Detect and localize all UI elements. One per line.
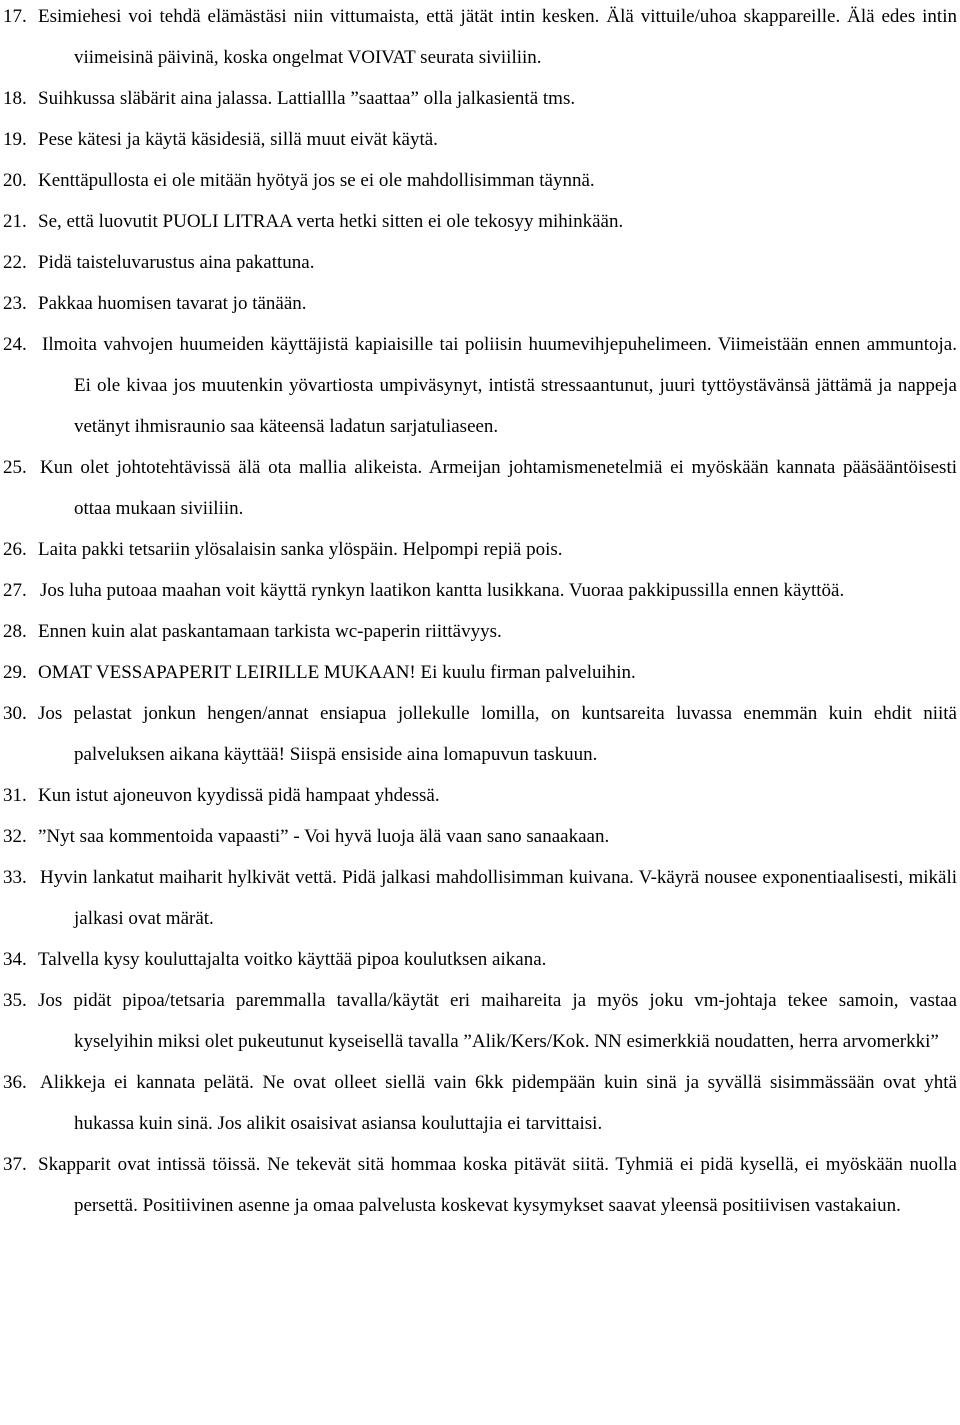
list-item bbox=[3, 611, 957, 652]
list-item bbox=[3, 324, 957, 447]
item-number: 26. bbox=[3, 539, 27, 560]
list-item bbox=[3, 939, 957, 980]
list-item bbox=[3, 980, 957, 1062]
item-text: Alikkeja ei kannata pelätä. Ne ovat olleet siellä vain 6kk pidempään kuin sinä ja syvällä sisimmässään ovat yhtä hukassa kuin sinä. Jos alikit osaisivat asiansa kouluttajia ei tarvittaisi. bbox=[40, 1072, 957, 1134]
item-number: 35. bbox=[3, 990, 27, 1011]
list-item bbox=[3, 693, 957, 775]
item-text: Jos pidät pipoa/tetsaria paremmalla tavalla/käytät eri maihareita ja myös joku vm-johtaja tekee samoin, vastaa kyselyihin miksi olet pukeutunut kyseisellä tavalla ”Alik/Kers/Kok. NN esimerkkiä noudatten, herra arvomerkki” bbox=[38, 990, 957, 1052]
list-item bbox=[3, 447, 957, 529]
item-number: 27. bbox=[3, 580, 27, 601]
item-number: 33. bbox=[3, 867, 27, 888]
item-text: OMAT VESSAPAPERIT LEIRILLE MUKAAN! Ei kuulu firman palveluihin. bbox=[38, 662, 636, 683]
list-item bbox=[3, 529, 957, 570]
item-text: Kun istut ajoneuvon kyydissä pidä hampaat yhdessä. bbox=[38, 785, 440, 806]
list-item bbox=[3, 0, 957, 78]
list-item bbox=[3, 570, 957, 611]
item-number: 37. bbox=[3, 1154, 27, 1175]
list-item bbox=[3, 242, 957, 283]
item-number: 19. bbox=[3, 129, 27, 150]
numbered-list bbox=[3, 0, 957, 1226]
list-item bbox=[3, 1062, 957, 1144]
item-number: 21. bbox=[3, 211, 27, 232]
item-text: Ennen kuin alat paskantamaan tarkista wc-paperin riittävyys. bbox=[38, 621, 502, 642]
item-text: Talvella kysy kouluttajalta voitko käyttää pipoa koulutksen aikana. bbox=[38, 949, 547, 970]
list-item bbox=[3, 201, 957, 242]
item-text: Kenttäpullosta ei ole mitään hyötyä jos se ei ole mahdollisimman täynnä. bbox=[38, 170, 595, 191]
list-item bbox=[3, 857, 957, 939]
list-item bbox=[3, 1144, 957, 1226]
item-number: 31. bbox=[3, 785, 27, 806]
item-text: Pakkaa huomisen tavarat jo tänään. bbox=[38, 293, 307, 314]
item-text: Jos luha putoaa maahan voit käyttä rynkyn laatikon kantta lusikkana. Vuoraa pakkipussilla ennen käyttöä. bbox=[40, 580, 845, 601]
item-text: Ilmoita vahvojen huumeiden käyttäjistä kapiaisille tai poliisin huumevihjepuhelimeen. Viimeistään ennen ammuntoja. Ei ole kivaa jos muutenkin yövartiosta umpiväsynyt, intistä stressaantunut, juuri tyttöystävänsä jättämä ja nappeja vetänyt ihmisraunio saa käteensä ladatun sarjatuliaseen. bbox=[42, 334, 957, 437]
item-number: 30. bbox=[3, 703, 27, 724]
item-number: 28. bbox=[3, 621, 27, 642]
item-number: 29. bbox=[3, 662, 27, 683]
item-number: 24. bbox=[3, 334, 27, 355]
item-number: 36. bbox=[3, 1072, 27, 1093]
list-item bbox=[3, 119, 957, 160]
item-text: Jos pelastat jonkun hengen/annat ensiapua jollekulle lomilla, on kuntsareita luvassa enemmän kuin ehdit niitä palveluksen aikana käyttää! Siispä ensiside aina lomapuvun taskuun. bbox=[38, 703, 957, 765]
item-number: 34. bbox=[3, 949, 27, 970]
list-item bbox=[3, 775, 957, 816]
item-text: Pidä taisteluvarustus aina pakattuna. bbox=[38, 252, 315, 273]
item-number: 25. bbox=[3, 457, 27, 478]
item-text: ”Nyt saa kommentoida vapaasti” - Voi hyvä luoja älä vaan sano sanaakaan. bbox=[38, 826, 610, 847]
item-text: Hyvin lankatut maiharit hylkivät vettä. Pidä jalkasi mahdollisimman kuivana. V-käyrä nousee exponentiaalisesti, mikäli jalkasi ovat märät. bbox=[40, 867, 957, 929]
list-item bbox=[3, 816, 957, 857]
list-item bbox=[3, 78, 957, 119]
item-text: Suihkussa släbärit aina jalassa. Lattiallla ”saattaa” olla jalkasientä tms. bbox=[38, 88, 576, 109]
list-item bbox=[3, 652, 957, 693]
item-text: Esimiehesi voi tehdä elämästäsi niin vittumaista, että jätät intin kesken. Älä vittuile/uhoa skappareille. Älä edes intin viimeisinä päivinä, koska ongelmat VOIVAT seurata siviiliin. bbox=[38, 6, 957, 68]
item-number: 23. bbox=[3, 293, 27, 314]
list-item bbox=[3, 283, 957, 324]
item-number: 20. bbox=[3, 170, 27, 191]
item-text: Se, että luovutit PUOLI LITRAA verta hetki sitten ei ole tekosyy mihinkään. bbox=[38, 211, 624, 232]
item-number: 18. bbox=[3, 88, 27, 109]
item-text: Skapparit ovat intissä töissä. Ne tekevät sitä hommaa koska pitävät siitä. Tyhmiä ei pidä kysellä, ei myöskään nuolla persettä. Positiivinen asenne ja omaa palvelusta koskevat kysymykset saavat yleensä positiivisen vastakaiun. bbox=[38, 1154, 957, 1216]
item-number: 32. bbox=[3, 826, 27, 847]
list-item bbox=[3, 160, 957, 201]
item-text: Laita pakki tetsariin ylösalaisin sanka ylöspäin. Helpompi repiä pois. bbox=[38, 539, 563, 560]
item-text: Kun olet johtotehtävissä älä ota mallia alikeista. Armeijan johtamismenetelmiä ei myöskään kannata pääsääntöisesti ottaa mukaan siviiliin. bbox=[40, 457, 957, 519]
item-number: 22. bbox=[3, 252, 27, 273]
item-number: 17. bbox=[3, 6, 27, 27]
item-text: Pese kätesi ja käytä käsidesiä, sillä muut eivät käytä. bbox=[38, 129, 438, 150]
